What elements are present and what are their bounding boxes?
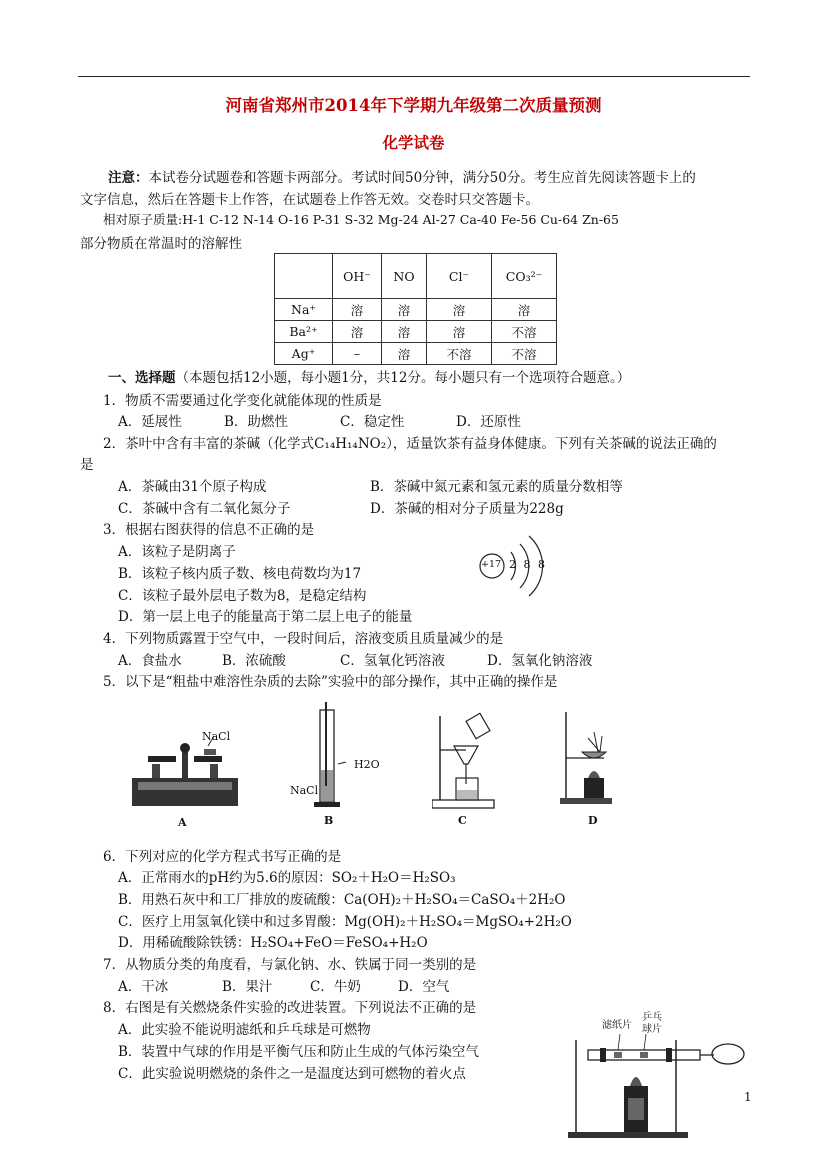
- q7-option-a: A．干冰: [118, 979, 169, 995]
- section-title: 一、选择题: [108, 370, 176, 386]
- cylinder-figure: [290, 702, 380, 827]
- q2-option-d: D．茶碱的相对分子质量为228g: [370, 501, 564, 517]
- q3-option-d: D．第一层上电子的能量高于第二层上电子的能量: [118, 609, 413, 625]
- q2-option-b: B．茶碱中氮元素和氢元素的质量分数相等: [370, 479, 623, 495]
- q4-option-a: A．食盐水: [118, 653, 182, 669]
- q8-option-b: B．装置中气球的作用是平衡气压和防止生成的气体污染空气: [118, 1044, 479, 1060]
- notice-line-1: [108, 166, 696, 186]
- table-cell: Ba²⁺: [275, 321, 333, 343]
- section-heading: [108, 366, 630, 386]
- q1-option-c: C．稳定性: [340, 414, 405, 430]
- q2-stem-cont: 是: [80, 457, 94, 473]
- q7-option-b: B．果汁: [222, 979, 273, 995]
- section-desc: （本题包括12小题，每小题1分，共12分。每小题只有一个选项符合题意。）: [175, 370, 631, 386]
- q3-option-b: B．该粒子核内质子数、核电荷数均为17: [118, 566, 362, 582]
- table-cell: 溶: [382, 343, 427, 365]
- q5-stem: 5．以下是“粗盐中难溶性杂质的去除”实验中的部分操作，其中正确的操作是: [103, 674, 558, 690]
- combustion-apparatus-figure: [566, 1012, 750, 1140]
- figure-a-nacl-label: NaCl: [202, 730, 231, 743]
- ping-pong-label-2: 球片: [642, 1024, 662, 1035]
- table-header-cell: NO: [382, 254, 427, 299]
- q7-option-d: D．空气: [398, 979, 450, 995]
- table-cell: 溶: [427, 299, 492, 321]
- notice-label: 注意：: [108, 170, 149, 186]
- exam-title: 河南省郑州市2014年下学期九年级第二次质量预测: [225, 96, 602, 115]
- q2-stem: 2．茶叶中含有丰富的茶碱（化学式C₁₄H₁₄NO₂），适量饮茶有益身体健康。下列有关茶碱的说法正确的: [103, 436, 717, 452]
- atom-structure-diagram: [478, 526, 550, 606]
- q4-option-d: D．氢氧化钠溶液: [487, 653, 593, 669]
- q3-option-c: C．该粒子最外层电子数为8，是稳定结构: [118, 588, 367, 604]
- table-cell: –: [333, 343, 382, 365]
- q4-option-c: C．氢氧化钙溶液: [340, 653, 445, 669]
- q3-option-a: A．该粒子是阴离子: [118, 544, 236, 560]
- q2-option-c: C．茶碱中含有二氧化氮分子: [118, 501, 291, 517]
- q3-stem: 3．根据右图获得的信息不正确的是: [103, 522, 315, 538]
- solubility-table: [274, 253, 557, 365]
- q8-option-c: C．此实验说明燃烧的条件之一是温度达到可燃物的着火点: [118, 1066, 466, 1082]
- q1-stem: 1．物质不需要通过化学变化就能体现的性质是: [103, 393, 382, 409]
- table-cell: Na⁺: [275, 299, 333, 321]
- nucleus-label: +17: [481, 559, 502, 570]
- table-cell: 溶: [492, 299, 557, 321]
- q1-option-d: D．还原性: [456, 414, 521, 430]
- exam-subtitle: 化学试卷: [382, 133, 445, 152]
- table-cell: 不溶: [492, 321, 557, 343]
- figure-c-label: C: [458, 814, 467, 827]
- balance-figure: [128, 722, 244, 829]
- solubility-caption: 部分物质在常温时的溶解性: [80, 236, 242, 252]
- evaporation-figure: [560, 710, 624, 827]
- q7-stem: 7．从物质分类的角度看，与氯化钠、水、铁属于同一类别的是: [103, 957, 477, 973]
- shell-label: 2 8 8: [509, 558, 547, 571]
- q4-option-b: B．浓硫酸: [222, 653, 286, 669]
- header-rule: [78, 76, 750, 77]
- q7-option-c: C．牛奶: [310, 979, 361, 995]
- q6-option-c: C．医疗上用氢氧化镁中和过多胃酸：Mg(OH)₂＋H₂SO₄＝MgSO₄+2H₂O: [118, 914, 572, 930]
- figure-a-label: A: [178, 816, 187, 829]
- q6-option-a: A．正常雨水的pH约为5.6的原因：SO₂＋H₂O＝H₂SO₃: [118, 870, 456, 886]
- notice-text-1: 本试卷分试题卷和答题卡两部分。考试时间50分钟，满分50分。考生应首先阅读答题卡上的: [148, 170, 696, 186]
- table-header-cell: OH⁻: [333, 254, 382, 299]
- table-cell: 溶: [382, 299, 427, 321]
- filtration-figure: [432, 712, 496, 827]
- q4-stem: 4．下列物质露置于空气中，一段时间后，溶液变质且质量减少的是: [103, 631, 504, 647]
- q8-option-a: A．此实验不能说明滤纸和乒乓球是可燃物: [118, 1022, 371, 1038]
- q1-option-b: B．助燃性: [224, 414, 288, 430]
- table-cell: 溶: [333, 321, 382, 343]
- table-header-cell: Cl⁻: [427, 254, 492, 299]
- figure-b-h2o-label: H2O: [354, 758, 380, 771]
- q1-option-a: A．延展性: [118, 414, 182, 430]
- q6-stem: 6．下列对应的化学方程式书写正确的是: [103, 849, 342, 865]
- q6-option-d: D．用稀硫酸除铁锈：H₂SO₄+FeO＝FeSO₄+H₂O: [118, 935, 428, 951]
- table-cell: 溶: [382, 321, 427, 343]
- filter-paper-label: 滤纸片: [602, 1020, 632, 1031]
- notice-line-2: 文字信息，然后在答题卡上作答，在试题卷上作答无效。交卷时只交答题卡。: [80, 192, 539, 208]
- table-cell: 不溶: [427, 343, 492, 365]
- table-cell: 溶: [333, 299, 382, 321]
- table-cell: 溶: [427, 321, 492, 343]
- table-header-cell: CO₃²⁻: [492, 254, 557, 299]
- atomic-mass-line: 相对原子质量:H-1 C-12 N-14 O-16 P-31 S-32 Mg-24 Al-27 Ca-40 Fe-56 Cu-64 Zn-65: [103, 212, 619, 227]
- q6-option-b: B．用熟石灰中和工厂排放的废硫酸：Ca(OH)₂＋H₂SO₄＝CaSO₄＋2H₂O: [118, 892, 566, 908]
- q8-stem: 8．右图是有关燃烧条件实验的改进装置。下列说法不正确的是: [103, 1000, 477, 1016]
- table-cell: 不溶: [492, 343, 557, 365]
- page-number: 1: [744, 1090, 752, 1104]
- table-header-cell: [275, 254, 333, 299]
- ping-pong-label: 乒乓: [642, 1012, 662, 1023]
- table-cell: Ag⁺: [275, 343, 333, 365]
- figure-b-nacl-label: NaCl: [290, 784, 319, 797]
- figure-d-label: D: [588, 814, 598, 827]
- q2-option-a: A．茶碱由31个原子构成: [118, 479, 267, 495]
- figure-b-label: B: [324, 814, 334, 827]
